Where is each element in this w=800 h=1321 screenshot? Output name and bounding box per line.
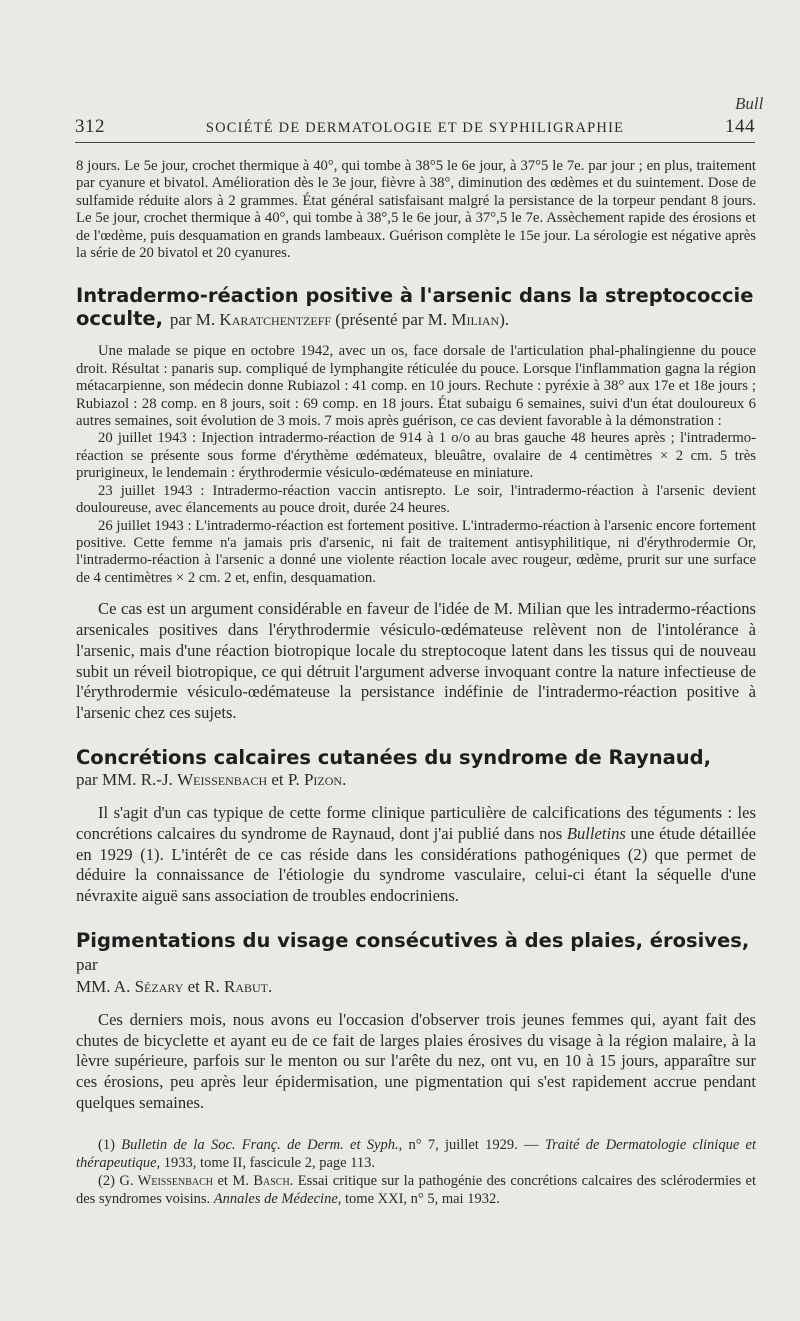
footnote-1 [76, 1136, 756, 1172]
page-number: 312 [75, 116, 105, 137]
byline-middle: et P. [271, 769, 300, 789]
case-report [76, 343, 756, 587]
byline-suffix: . [342, 769, 347, 789]
footnote-marker: (2) [98, 1172, 115, 1189]
footnote-author: G. Weissenbach [119, 1172, 214, 1189]
presenter-name: Milian [451, 310, 500, 330]
intro-paragraph [76, 158, 756, 262]
section-pigmentations [76, 929, 756, 1114]
byline [170, 310, 509, 329]
author-name: Karatchentzeff [219, 310, 332, 330]
footnotes [76, 1136, 756, 1208]
footnote-text: . Essai critique sur la pathogénie des concrétions calcaires des sclérodermies et des syndromes voisins. [76, 1172, 757, 1207]
conclusion [76, 599, 756, 724]
body-paragraph: Ces derniers mois, nous avons eu l'occasion d'observer trois jeunes femmes qui, ayant fait des chutes de bicyclette et ayant eu de ce fait de larges plaies érosives du visage à la région malaire, à la lèvre supérieure, parfois sur le menton ou sur l'arête du nez, ont vu, en 10 à 15 jours, apparaître sur ces érosions, peu après leur épidermisation, une pigmentation qui s'est rapidement accrue pendant quelques semaines. [76, 1009, 756, 1113]
footnote-text: , 1933, tome II, fascicule 2, page 113. [156, 1154, 376, 1171]
footnote-2 [76, 1172, 756, 1208]
handwritten-annotation: Bull [735, 94, 764, 113]
case-paragraph: 20 juillet 1943 : Injection intradermo-réaction de 914 à 1 o/o au bras gauche 48 heures après ; l'intradermo-réaction se présente sous forme d'érythème œdémateux, bleuâtre, ovalaire de 4 centimètres × 2 cm. 5 très prurigineux, le lendemain : érythrodermie vésiculo-œdémateuse en miniature. [76, 430, 756, 482]
byline-prefix: MM. A. [76, 976, 131, 996]
body-text: une étude détaillée en 1929 (1). L'intérêt de ce cas réside dans les considérations pathogéniques (2) que permet de déduire la connaissance de l'étiologie du syndrome vasculaire, celui-ci étant la séquelle d'une névraxite aiguë sans association de troubles endocriniens. [76, 823, 756, 906]
case-paragraph: 23 juillet 1943 : Intradermo-réaction vaccin antisrepto. Le soir, l'intradermo-réaction à l'arsenic devient douloureuse, avec élancements au pouce droit, durée 24 heures. [76, 482, 756, 517]
footnote-text: , tome XXI, n° 5, mai 1932. [337, 1190, 500, 1207]
footnote-italic: Annales de Médecine [213, 1190, 338, 1207]
body-text: Il s'agit d'un cas typique de cette forme clinique particulière de calcifications des téguments : les concrétions calcaires du syndrome de Raynaud, dont j'ai publié dans nos [76, 802, 756, 843]
author-name: Pizon [303, 769, 343, 789]
author-name: Weissenbach [177, 769, 268, 789]
header-rule [75, 142, 755, 143]
section-raynaud [76, 746, 756, 907]
issue-number: 144 [725, 116, 755, 137]
section-body [76, 1010, 756, 1114]
footnote-author: M. Basch [232, 1172, 290, 1189]
byline-par: par [76, 954, 98, 974]
section-title-text: Intradermo-réaction positive à l'arsenic dans la streptococcie occulte, [76, 284, 754, 331]
byline-suffix: . [268, 976, 273, 996]
section-body [76, 803, 756, 907]
case-paragraph: 26 juillet 1943 : L'intradermo-réaction est fortement positive. L'intradermo-réaction à l'arsenic encore fortement positive. Cette femme n'a jamais pris d'arsenic, ni fait de traitement antisyphilitique, ni d'érythrodermie Or, l'intradermo-réaction à l'arsenic a donné une violente réaction locale avec rougeur, œdème, prurit sur une surface de 4 centimètres × 2 cm. 2 et, enfin, desquamation. [76, 517, 756, 586]
page-content [76, 158, 756, 1208]
author-name: Sézary [134, 976, 184, 996]
footnote-text: , n° 7, juillet 1929. — [398, 1136, 545, 1153]
running-title: SOCIÉTÉ DE DERMATOLOGIE ET DE SYPHILIGRAPHIE [205, 120, 625, 136]
section-title-text: Pigmentations du visage consécutives à des plaies, érosives, [76, 928, 750, 952]
author-name: Rabut [223, 976, 268, 996]
body-italic: Bulletins [566, 823, 626, 843]
running-header [75, 116, 755, 138]
case-paragraph: Une malade se pique en octobre 1942, avec un os, face dorsale de l'articulation phal-phalingienne du pouce droit. Résultat : panaris sup. compliqué de lymphangite réticulée du pouce. Lorsque l'inflammation gagna la région métacarpienne, son médecin donne Rubiazol : 41 comp. en 10 jours. Rechute : pyréxie à 38° aux 17e et 18e jours ; Rubiazol : 28 comp. en 8 jours, soit : 69 comp. en 18 jours. État subaigu 6 semaines, suivi d'un état douloureux 6 autres semaines, soit évolution de 3 mois. 7 mois après guérison, ce cas devient favorable à la démonstration : [76, 343, 756, 430]
byline-middle: (présenté par M. [335, 310, 448, 330]
section-intradermo [76, 284, 756, 723]
byline-prefix: par M. [169, 310, 216, 330]
intro-text: 8 jours. Le 5e jour, crochet thermique à 40°, qui tombe à 38°5 le 6e jour, à 37°5 le 7e. par jour ; en plus, traitement par cyanure et bivatol. Amélioration dès le 3e jour, fièvre à 38°, diminution des œdèmes et du suintement. Dose de sulfamide réduite alors à 2 grammes. État général satisfaisant malgré la persistance de la torpeur pendant 8 jours. Le 5e jour, crochet thermique à 40°, qui tombe à 38°,5 le 6e jour, à 37°,5 le 7e. Assèchement rapide des érosions et de l'œdème, puis desquamation en grands lambeaux. Guérison complète le 15e jour. La sérologie est négative après la série de 20 bivatol et 20 cyanures. [76, 158, 756, 262]
section-title: Concrétions calcaires cutanées du syndrome de Raynaud, [76, 745, 712, 769]
conclusion-text: Ce cas est un argument considérable en faveur de l'idée de M. Milian que les intradermo-réactions arsenicales positives dans l'érythrodermie vésiculo-œdémateuse relèvent non de l'intolérance à l'arsenic, mais d'une réaction biotropique locale du streptocoque latent dans les tissus qui de nouveau subit un réveil biotropique, ce qui détruit l'argument adverse invoquant contre la nature infectieuse de l'érythrodermie vésiculo-œdémateuse la persistance indéfinie de l'intradermo-réaction positive à l'arsenic chez ces sujets. [76, 599, 756, 723]
section-title [76, 929, 756, 976]
footnote-text: et [213, 1172, 233, 1189]
section-title [76, 284, 756, 331]
footnote-marker: (1) [98, 1136, 115, 1153]
byline-suffix: ). [499, 310, 510, 330]
footnote-italic: Bulletin de la Soc. Franç. de Derm. et Syph. [121, 1136, 399, 1153]
byline [76, 769, 756, 791]
byline-middle: et R. [187, 976, 220, 996]
byline-prefix: par MM. R.-J. [76, 769, 173, 789]
byline [76, 976, 756, 998]
footnote-italic: Traité de Dermatologie clinique et thérapeutique [76, 1136, 756, 1171]
body-paragraph [76, 803, 756, 907]
